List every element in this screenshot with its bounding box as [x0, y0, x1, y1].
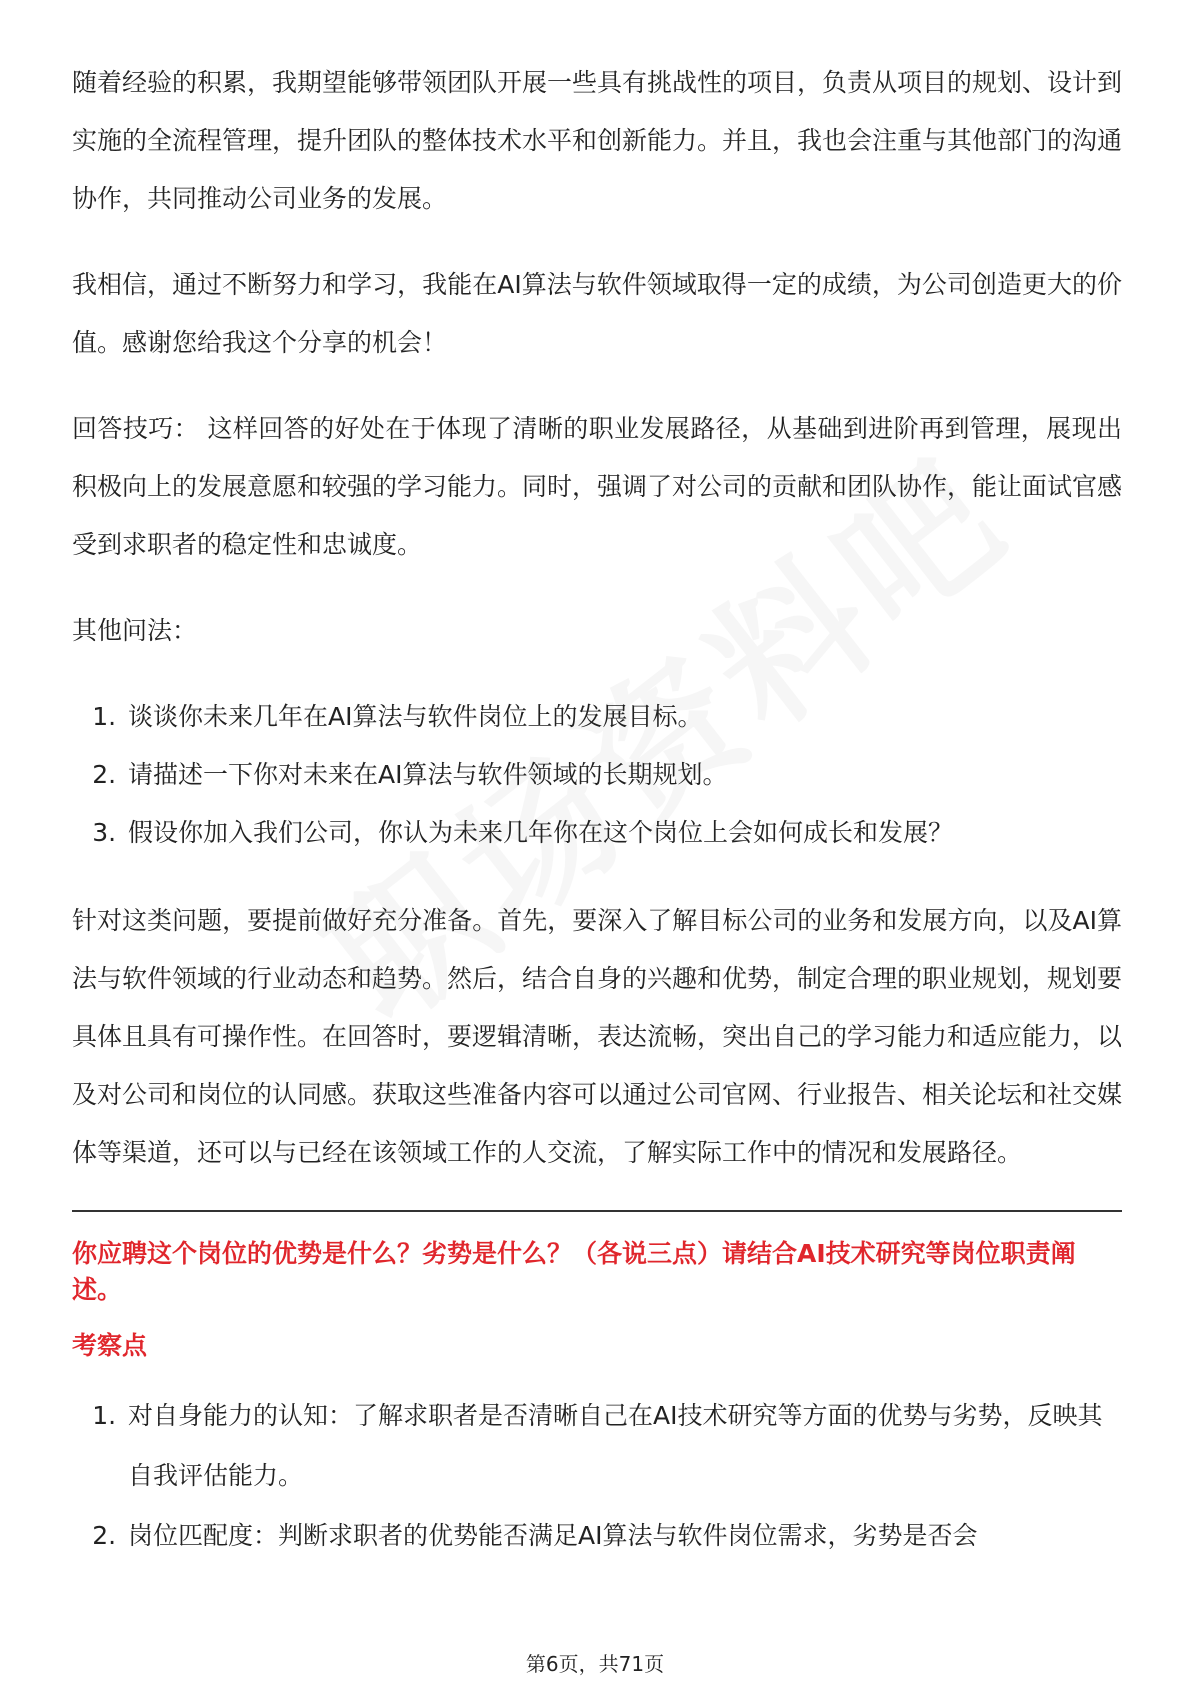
question-title: 你应聘这个岗位的优势是什么？劣势是什么？（各说三点）请结合AI技术研究等岗位职责阐述。 [72, 1239, 1076, 1304]
page-content [72, 54, 1122, 1566]
list-item: 2. 岗位匹配度：判断求职者的优势能否满足AI算法与软件岗位需求，劣势是否会 [124, 1506, 1122, 1566]
paragraph-career-management: 随着经验的积累，我期望能够带领团队开展一些具有挑战性的项目，负责从项目的规划、设计到实施的全流程管理，提升团队的整体技术水平和创新能力。并且，我也会注重与其他部门的沟通协作，共同推动公司业务的发展。 [72, 68, 1123, 213]
list-item: 1. 对自身能力的认知：了解求职者是否清晰自己在AI技术研究等方面的优势与劣势，反映其自我评估能力。 [124, 1386, 1122, 1506]
section-label: 考察点 [72, 1331, 148, 1360]
list-item: 2. 请描述一下你对未来在AI算法与软件领域的长期规划。 [124, 746, 1122, 804]
page-footer: 第6页，共71页 [525, 1652, 665, 1676]
paragraph-preparation-advice: 针对这类问题，要提前做好充分准备。首先，要深入了解目标公司的业务和发展方向，以及AI算法与软件领域的行业动态和趋势。然后，结合自身的兴趣和优势，制定合理的职业规划，规划要具体且具有可操作性。在回答时，要逻辑清晰，表达流畅，突出自己的学习能力和适应能力，以及对公司和岗位的认同感。获取这些准备内容可以通过公司官网、行业报告、相关论坛和社交媒体等渠道，还可以与已经在该领域工作的人交流，了解实际工作中的情况和发展路径。 [72, 906, 1123, 1167]
check-points-list [72, 1386, 1122, 1566]
paragraph-other-questions-label: 其他问法： [72, 616, 198, 645]
paragraph-closing: 我相信，通过不断努力和学习，我能在AI算法与软件领域取得一定的成绩，为公司创造更大的价值。感谢您给我这个分享的机会！ [72, 270, 1122, 357]
list-item: 1. 谈谈你未来几年在AI算法与软件岗位上的发展目标。 [124, 688, 1122, 746]
other-questions-list [72, 688, 1122, 862]
paragraph-answer-tips: 回答技巧： 这样回答的好处在于体现了清晰的职业发展路径，从基础到进阶再到管理，展现出积极向上的发展意愿和较强的学习能力。同时，强调了对公司的贡献和团队协作，能让面试官感受到求职者的稳定性和忠诚度。 [72, 414, 1123, 559]
list-item: 3. 假设你加入我们公司，你认为未来几年你在这个岗位上会如何成长和发展？ [124, 804, 1122, 862]
section-divider [72, 1210, 1122, 1212]
